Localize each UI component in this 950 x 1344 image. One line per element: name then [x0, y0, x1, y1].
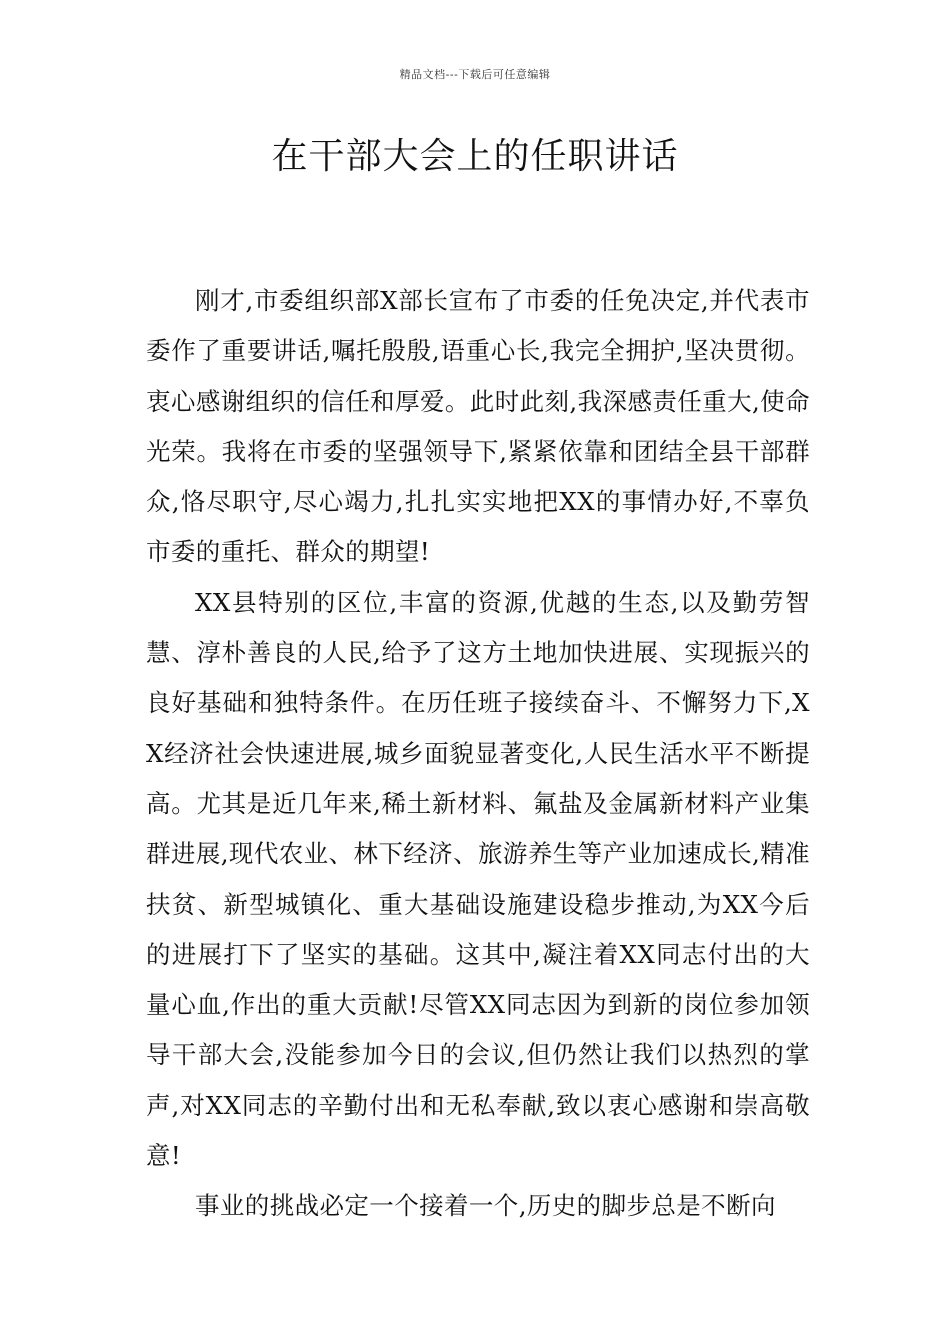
document-title: 在干部大会上的任职讲话 [271, 136, 679, 177]
paragraph-3: 事业的挑战必定一个接着一个,历史的脚步总是不断向 [195, 1191, 776, 1221]
header-note: 精品文档---下载后可任意编辑 [399, 68, 551, 81]
paragraph-1: 刚才,市委组织部X部长宣布了市委的任免决定,并代表市委作了重要讲话,嘱托殷殷,语重心长,我完全拥护,坚决贯彻。衷心感谢组织的信任和厚爱。此时此刻,我深感责任重大,使命光荣。我将在市委的坚强领导下,紧紧依靠和团结全县干部群众,恪尽职守,尽心竭力,扎扎实实地把XX的事情办好,不辜负市委的重托、群众的期望! [146, 286, 810, 567]
paragraph-2: XX县特别的区位,丰富的资源,优越的生态,以及勤劳智慧、淳朴善良的人民,给予了这方土地加快进展、实现振兴的良好基础和独特条件。在历任班子接续奋斗、不懈努力下,XX经济社会快速进展,城乡面貌显著变化,人民生活水平不断提高。尤其是近几年来,稀土新材料、氟盐及金属新材料产业集群进展,现代农业、林下经济、旅游养生等产业加速成长,精准扶贫、新型城镇化、重大基础设施建设稳步推动,为XX今后的进展打下了坚实的基础。这其中,凝注着XX同志付出的大量心血,作出的重大贡献!尽管XX同志因为到新的岗位参加领导干部大会,没能参加今日的会议,但仍然让我们以热烈的掌声,对XX同志的辛勤付出和无私奉献,致以衷心感谢和崇高敬意! [146, 587, 810, 1171]
document-body [146, 276, 810, 1232]
